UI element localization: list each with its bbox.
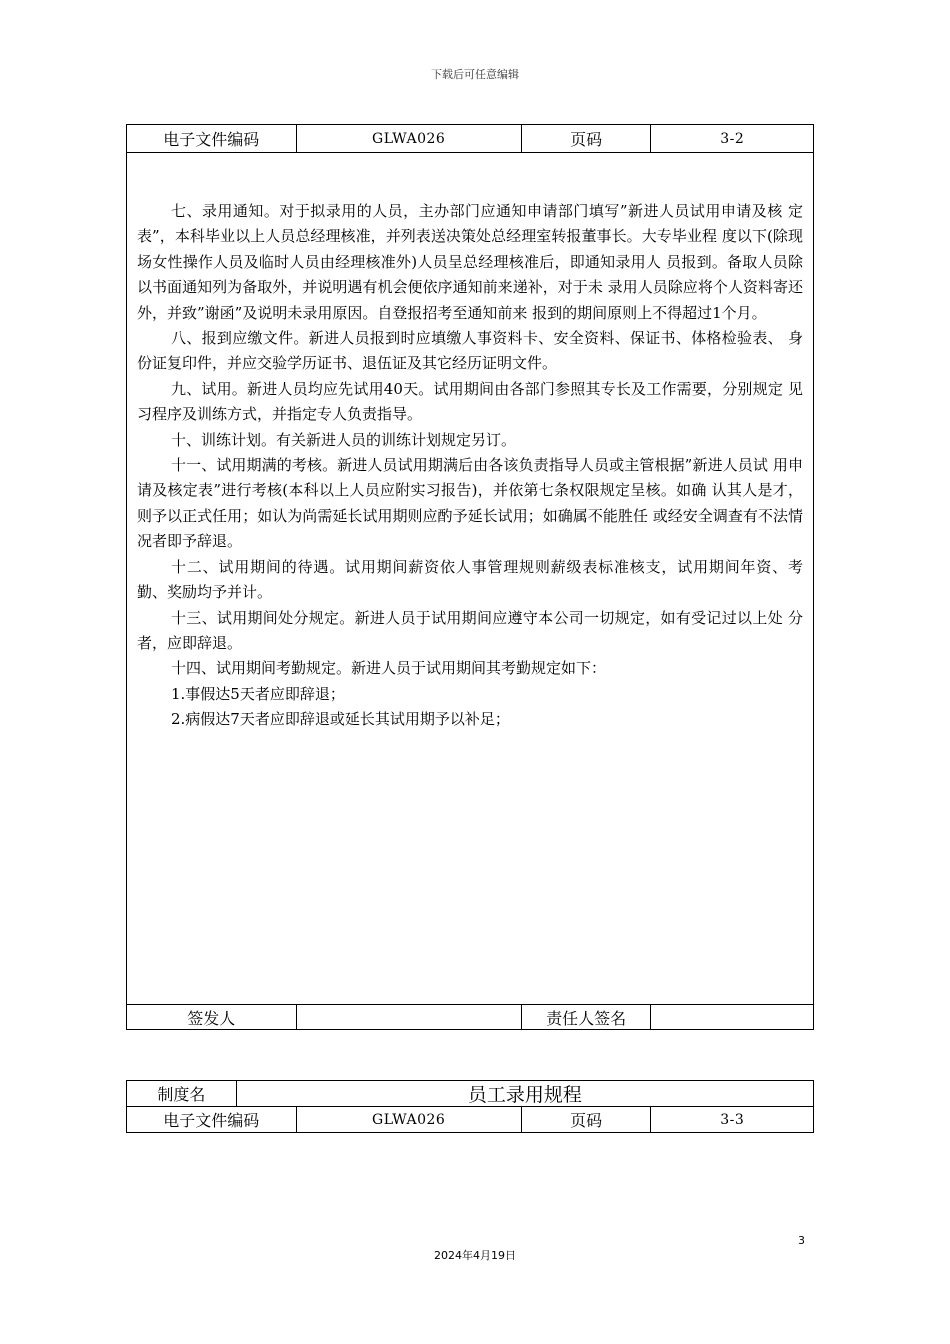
header-note: 下载后可任意编辑 — [431, 68, 519, 81]
paragraph-10: 十、训练计划。有关新进人员的训练计划规定另订。 — [171, 430, 517, 449]
document-table-page-3 — [126, 1080, 814, 1133]
paragraph-13: 十三、试用期间处分规定。新进人员于试用期间应遵守本公司一切规定，如有受记过以上处 分者，应即辞退。 — [137, 608, 803, 652]
policy-title: 员工录用规程 — [467, 1084, 582, 1106]
file-info-row — [127, 125, 813, 153]
document-table-page-2 — [126, 124, 814, 1030]
signer-field[interactable] — [297, 1005, 522, 1029]
paragraph-12: 十二、试用期间的待遇。试用期间薪资依人事管理规则薪级表标准核支，试用期间年资、考 勤、奖励均予并计。 — [137, 557, 803, 602]
responsible-label: 责任人签名 — [522, 1005, 652, 1029]
regulation-body — [127, 153, 813, 1005]
paragraph-7: 七、录用通知。对于拟录用的人员，主办部门应通知申请部门填写”新进人员试用申请及核 定表”，本科毕业以上人员总经理核准，并列表送决策处总经理室转报董事长。大专毕业程 度以下(除现场女性操作人员及临时人员由经理核准外)人员呈总经理核准后，即通知录用人 员报到。备取人员除以书面通知列为备取外，并说明遇有机会便依序通知前来递补，对于未 录用人员除应将个人资料寄还外，并致”谢函”及说明未录用原因。自登报招考至通知前来 报到的期间原则上不得超过1个月。 — [137, 202, 803, 322]
file-info-row-2 — [127, 1107, 813, 1132]
footer-date: 2024年4月19日 — [434, 1249, 516, 1262]
paragraph-9: 九、试用。新进人员均应先试用40天。试用期间由各部门参照其专长及工作需要，分别规定 见习程序及训练方式，并指定专人负责指导。 — [137, 379, 803, 424]
paragraph-14: 十四、试用期间考勤规定。新进人员于试用期间其考勤规定如下： — [171, 659, 607, 678]
file-code-label-2: 电子文件编码 — [127, 1107, 297, 1132]
page-value: 3-2 — [720, 130, 745, 147]
page-label-2: 页码 — [522, 1107, 652, 1132]
signature-row — [127, 1005, 813, 1029]
responsible-field[interactable] — [651, 1005, 813, 1029]
paragraph-11: 十一、试用期满的考核。新进人员试用期满后由各该负责指导人员或主管根据”新进人员试 用申请及核定表”进行考核(本科以上人员应附实习报告)，并依第七条权限规定呈核。如确 认其人是才，则予以正式任用；如认为尚需延长试用期则应酌予延长试用；如确属不能胜任 或经安全调查有不法情况者即予辞退。 — [137, 456, 803, 551]
policy-name-row — [127, 1081, 813, 1107]
file-code-value: GLWA026 — [297, 125, 522, 152]
signer-label: 签发人 — [127, 1005, 297, 1029]
policy-label: 制度名 — [127, 1081, 237, 1106]
file-code-value-2: GLWA026 — [297, 1107, 522, 1132]
paragraph-8: 八、报到应缴文件。新进人员报到时应填缴人事资料卡、安全资料、保证书、体格检验表、 身份证复印件，并应交验学历证书、退伍证及其它经历证明文件。 — [137, 329, 803, 373]
page-value-2: 3-3 — [720, 1111, 745, 1128]
page-number: 3 — [798, 1234, 805, 1247]
paragraph-14-item-2: 2.病假达7天者应即辞退或延长其试用期予以补足； — [171, 710, 510, 729]
paragraph-14-item-1: 1.事假达5天者应即辞退； — [171, 684, 345, 703]
page-label: 页码 — [522, 125, 652, 152]
file-code-label: 电子文件编码 — [127, 125, 297, 152]
